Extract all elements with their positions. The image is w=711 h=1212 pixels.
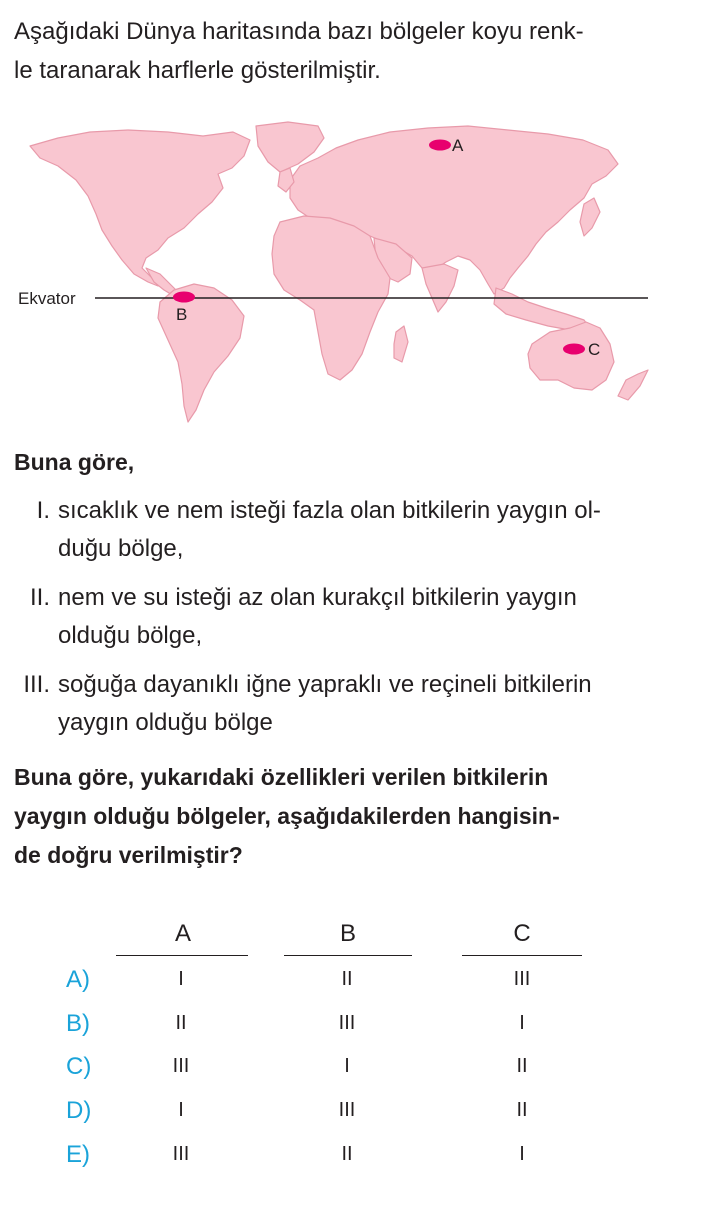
statement-number: III.: [23, 671, 50, 698]
southeast-asia: [494, 288, 590, 330]
intro-text: [14, 12, 674, 90]
marker-c: [563, 344, 585, 355]
world-map: [18, 118, 658, 428]
statement-line: duğu bölge,: [58, 535, 184, 562]
south-america: [158, 284, 244, 422]
option-c-col-a: III: [172, 1055, 190, 1077]
column-header-a: A: [174, 920, 191, 947]
option-c-col-b: I: [344, 1055, 350, 1077]
column-underline-b: [284, 955, 412, 956]
question-line: Buna göre, yukarıdaki özellikleri verilen bitkilerin: [14, 764, 549, 790]
marker-b: [173, 292, 195, 303]
option-c-letter[interactable]: C): [66, 1053, 92, 1080]
option-e-letter[interactable]: E): [66, 1141, 90, 1168]
option-b-col-b: III: [338, 1012, 356, 1034]
marker-a-label: A: [452, 136, 464, 155]
column-header-c: C: [513, 920, 531, 947]
marker-c-label: C: [588, 340, 601, 359]
question-line: yaygın olduğu bölgeler, aşağıdakilerden hangisin-: [14, 803, 560, 829]
option-a-col-a: I: [178, 968, 184, 990]
new-zealand: [618, 370, 648, 400]
madagascar: [394, 326, 408, 362]
option-d-col-b: III: [338, 1099, 356, 1121]
option-d-col-c: II: [516, 1099, 528, 1121]
equator-label: Ekvator: [18, 289, 76, 308]
question-text: [14, 758, 674, 875]
option-c-col-c: II: [516, 1055, 528, 1077]
statement-line: nem ve su isteği az olan kurakçıl bitkilerin yaygın: [58, 584, 577, 611]
statement-line: sıcaklık ve nem isteği fazla olan bitkilerin yaygın ol-: [58, 497, 601, 524]
option-d-letter[interactable]: D): [66, 1097, 92, 1124]
column-underline-a: [116, 955, 248, 956]
statement-number: I.: [36, 497, 50, 524]
marker-b-label: B: [176, 305, 188, 324]
japan: [580, 198, 600, 236]
intro-line: Aşağıdaki Dünya haritasında bazı bölgeler koyu renk-: [14, 18, 584, 45]
column-header-b: B: [339, 920, 356, 947]
statement-line: yaygın olduğu bölge: [58, 709, 273, 736]
north-america: [30, 130, 250, 286]
column-underline-c: [462, 955, 582, 956]
option-e-col-a: III: [172, 1143, 190, 1165]
marker-a: [429, 140, 451, 151]
australia: [528, 322, 614, 390]
option-a-col-b: II: [341, 968, 353, 990]
option-b-letter[interactable]: B): [66, 1010, 90, 1037]
option-a-letter[interactable]: A): [66, 966, 90, 993]
intro-line: le taranarak harflerle gösterilmiştir.: [14, 57, 381, 84]
option-d-col-a: I: [178, 1099, 184, 1121]
statement-number: II.: [29, 584, 50, 611]
statement-line: soğuğa dayanıklı iğne yapraklı ve reçineli bitkilerin: [58, 671, 592, 698]
statement-line: olduğu bölge,: [58, 622, 203, 649]
option-b-col-c: I: [519, 1012, 525, 1034]
option-a-col-c: III: [513, 968, 531, 990]
question-line: de doğru verilmiştir?: [14, 842, 243, 868]
option-e-col-b: II: [341, 1143, 353, 1165]
option-e-col-c: I: [519, 1143, 525, 1165]
indian-subcontinent: [422, 264, 458, 312]
option-b-col-a: II: [175, 1012, 187, 1034]
section-heading: Buna göre,: [14, 449, 135, 475]
